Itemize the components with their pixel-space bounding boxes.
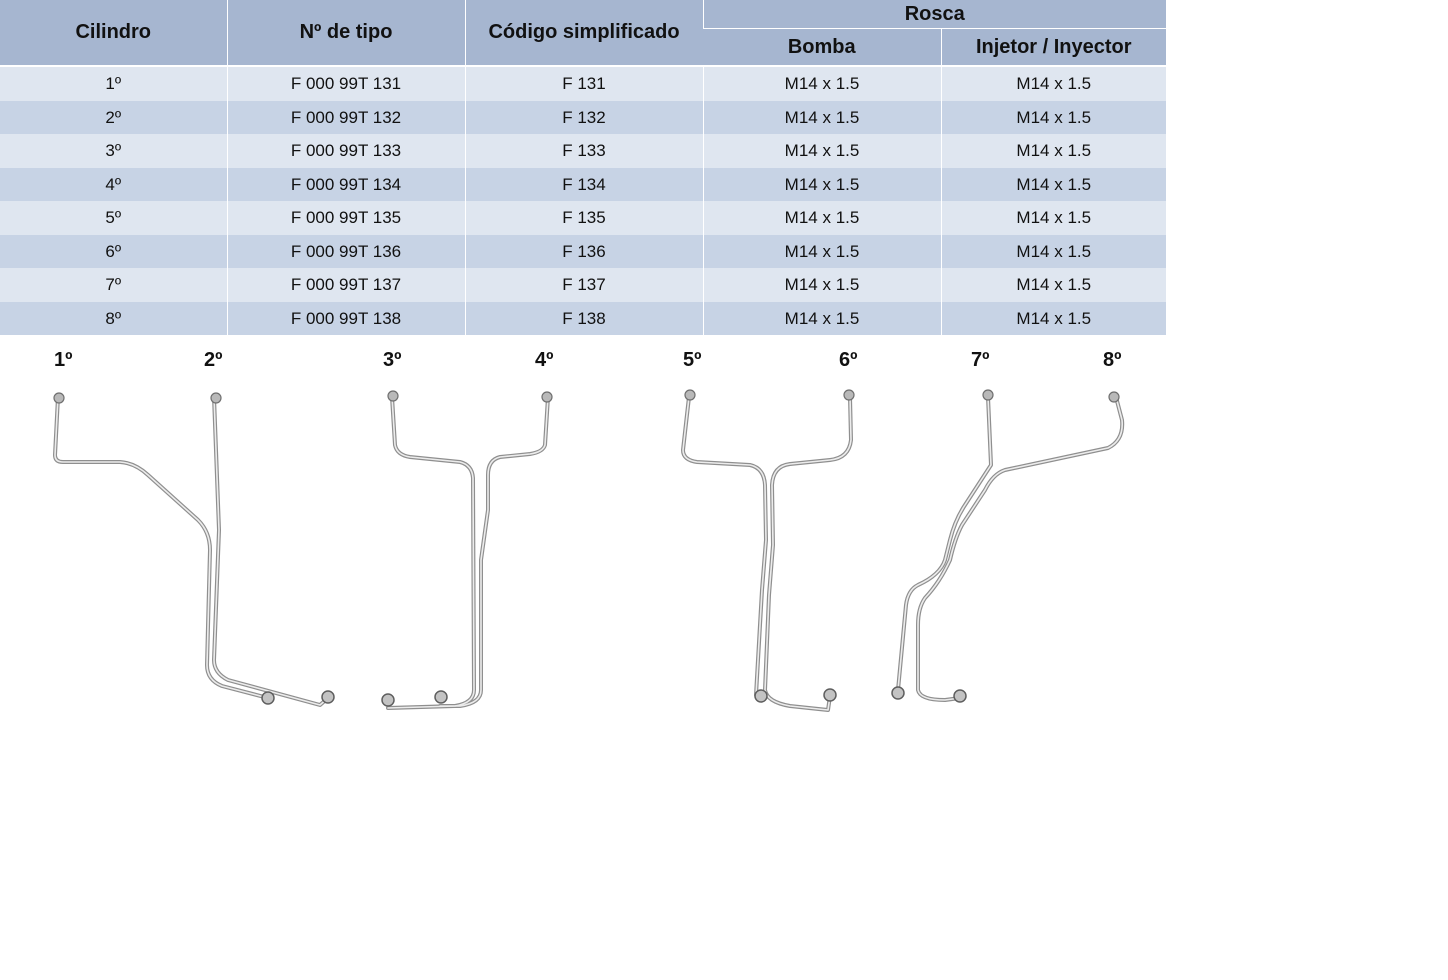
cell-codigo: F 138 [465,302,703,335]
fitting-top-5 [685,390,695,400]
cell-injetor: M14 x 1.5 [941,168,1166,201]
cell-cilindro: 4º [0,168,227,201]
header-bomba: Bomba [703,29,941,67]
cell-tipo: F 000 99T 134 [227,168,465,201]
header-codigo: Código simplificado [465,0,703,66]
cell-injetor: M14 x 1.5 [941,268,1166,302]
fitting-top-6 [844,390,854,400]
cylinder-label-5: 5º [683,349,702,371]
header-tipo: Nº de tipo [227,0,465,66]
header-rosca: Rosca [703,0,1166,29]
table-row [0,268,1166,302]
cell-tipo: F 000 99T 137 [227,268,465,302]
fitting-top-2 [211,393,221,403]
cell-tipo: F 000 99T 135 [227,201,465,235]
cell-codigo: F 134 [465,168,703,201]
fitting-bottom-5 [755,690,767,702]
cell-tipo: F 000 99T 136 [227,235,465,268]
fitting-bottom-4 [435,691,447,703]
pipe-7 [898,397,991,690]
cell-cilindro: 8º [0,302,227,335]
fitting-top-7 [983,390,993,400]
table-row [0,235,1166,268]
fitting-top-8 [1109,392,1119,402]
cell-injetor: M14 x 1.5 [941,66,1166,101]
cell-injetor: M14 x 1.5 [941,134,1166,168]
cylinder-label-3: 3º [383,349,402,371]
cell-tipo: F 000 99T 138 [227,302,465,335]
cell-injetor: M14 x 1.5 [941,201,1166,235]
pipe-5 [683,397,766,695]
pipe-4 [440,397,548,706]
cell-codigo: F 135 [465,201,703,235]
cell-bomba: M14 x 1.5 [703,101,941,134]
fitting-top-3 [388,391,398,401]
cell-tipo: F 000 99T 132 [227,101,465,134]
cell-tipo: F 000 99T 131 [227,66,465,101]
fitting-bottom-8 [954,690,966,702]
cell-tipo: F 000 99T 133 [227,134,465,168]
table-row [0,66,1166,101]
table-row [0,134,1166,168]
header-cilindro: Cilindro [0,0,227,66]
cylinder-label-7: 7º [971,349,990,371]
cylinder-label-6: 6º [839,349,858,371]
cell-bomba: M14 x 1.5 [703,134,941,168]
fitting-bottom-3 [382,694,394,706]
cell-cilindro: 3º [0,134,227,168]
table-row [0,101,1166,134]
cell-bomba: M14 x 1.5 [703,66,941,101]
cell-codigo: F 132 [465,101,703,134]
cylinder-label-2: 2º [204,349,223,371]
cylinder-label-1: 1º [54,349,73,371]
table-row [0,168,1166,201]
cell-bomba: M14 x 1.5 [703,268,941,302]
cell-codigo: F 133 [465,134,703,168]
cell-cilindro: 1º [0,66,227,101]
pipe-1 [55,397,268,698]
cell-bomba: M14 x 1.5 [703,168,941,201]
cell-cilindro: 5º [0,201,227,235]
cell-codigo: F 136 [465,235,703,268]
cell-injetor: M14 x 1.5 [941,101,1166,134]
fitting-bottom-1 [262,692,274,704]
cell-injetor: M14 x 1.5 [941,235,1166,268]
table-row [0,302,1166,335]
injection-pipes-illustration [0,340,1180,730]
pipe-6 [765,397,851,710]
fitting-bottom-2 [322,691,334,703]
cell-bomba: M14 x 1.5 [703,235,941,268]
fitting-bottom-6 [824,689,836,701]
cell-bomba: M14 x 1.5 [703,302,941,335]
cell-injetor: M14 x 1.5 [941,302,1166,335]
pipe-2 [214,397,328,705]
fitting-bottom-7 [892,687,904,699]
cylinder-label-4: 4º [535,349,554,371]
cell-codigo: F 137 [465,268,703,302]
fitting-top-4 [542,392,552,402]
fitting-top-1 [54,393,64,403]
cell-bomba: M14 x 1.5 [703,201,941,235]
table-row [0,201,1166,235]
pipe-spec-table [0,0,1166,335]
pipe-3 [388,397,474,708]
cell-codigo: F 131 [465,66,703,101]
header-injetor: Injetor / Inyector [941,29,1166,67]
cell-cilindro: 2º [0,101,227,134]
cell-cilindro: 6º [0,235,227,268]
cell-cilindro: 7º [0,268,227,302]
cylinder-label-8: 8º [1103,349,1122,371]
